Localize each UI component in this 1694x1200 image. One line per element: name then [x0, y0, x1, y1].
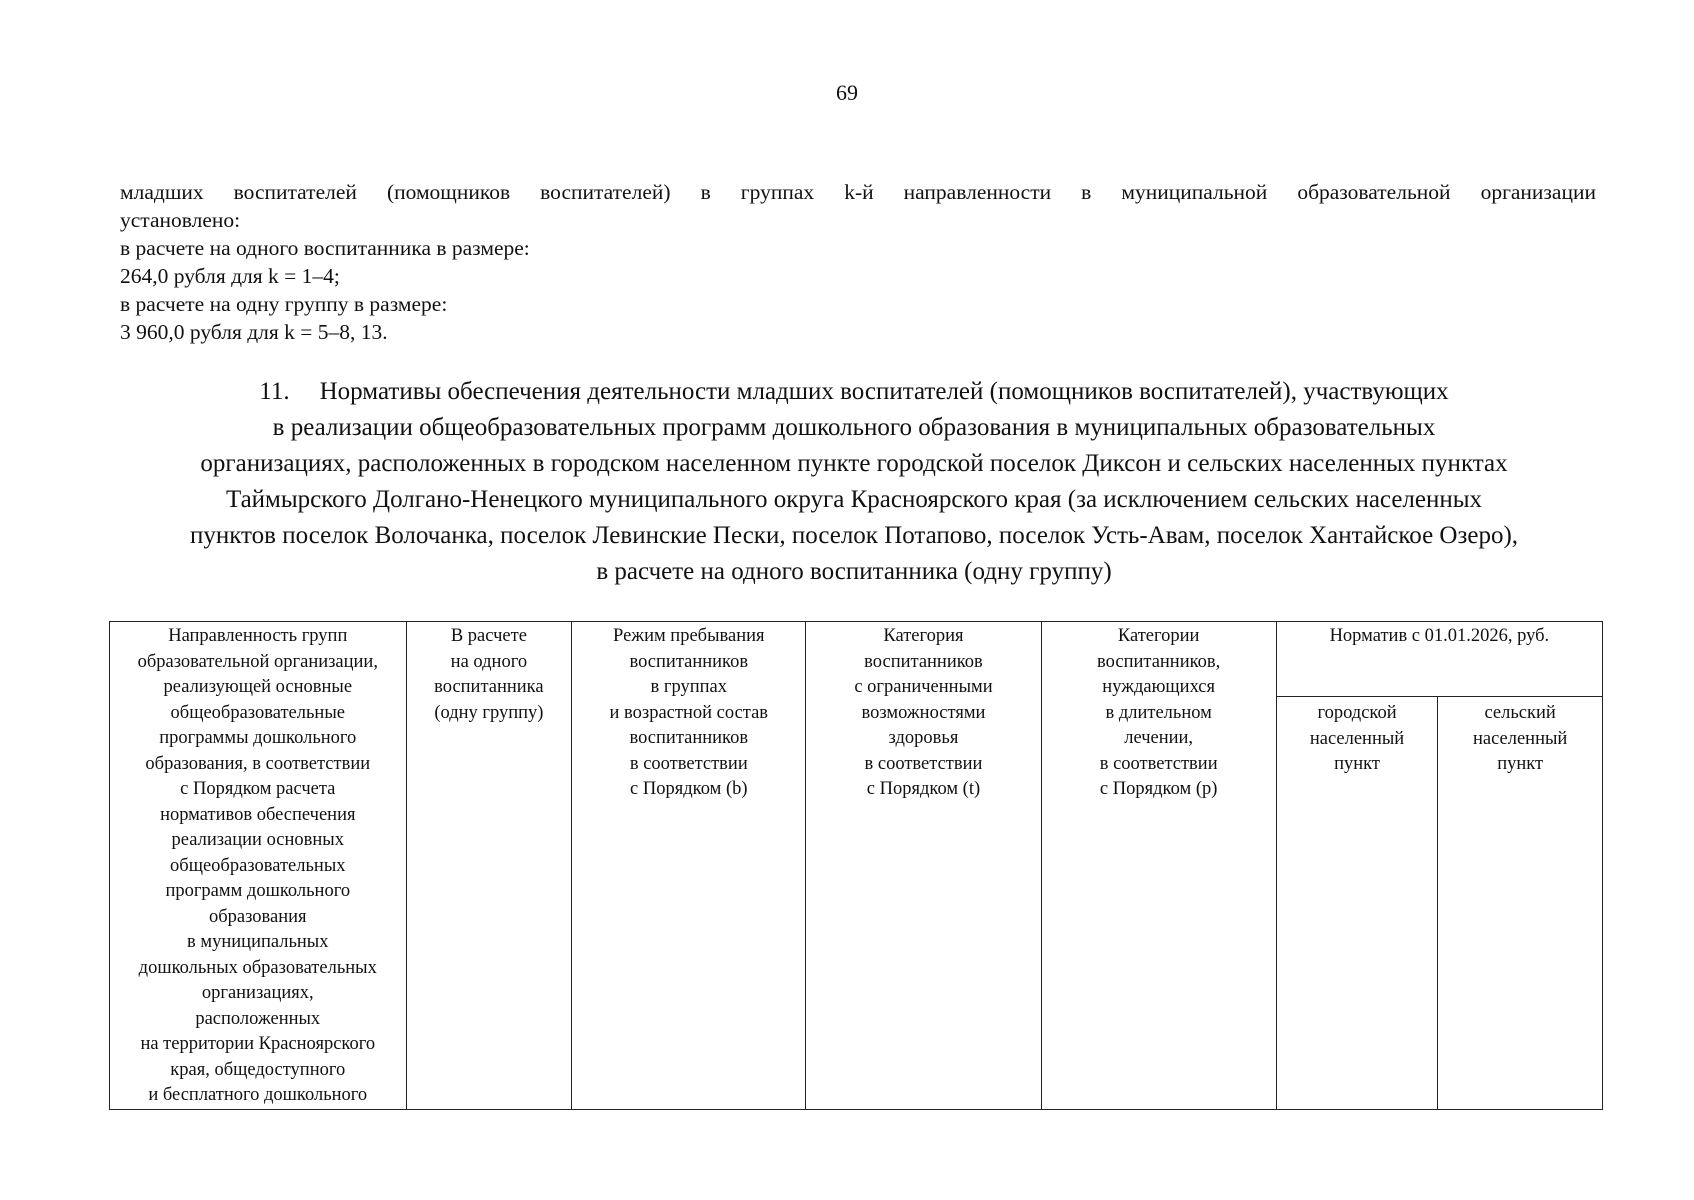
section-title-line — [108, 374, 1600, 410]
header-rural-settlement: сельский населенный пункт — [1438, 697, 1603, 1110]
intro-line: в расчете на одну группу в размере: — [120, 292, 448, 316]
intro-line: установлено: — [120, 208, 241, 232]
section-title-line: в расчете на одного воспитанника (одну группу) — [596, 558, 1112, 585]
intro-line: в расчете на одного воспитанника в размере: — [120, 236, 530, 260]
section-title-text: Нормативы обеспечения деятельности младших воспитателей (помощников воспитателей), участвующих — [319, 378, 1449, 405]
intro-paragraph — [120, 178, 1596, 346]
intro-line: 264,0 рубля для k = 1–4; — [120, 264, 340, 288]
page-number: 69 — [836, 80, 858, 105]
section-number: 11. — [259, 378, 290, 405]
section-title-line: в реализации общеобразовательных программ дошкольного образования в муниципальных образовательных — [272, 414, 1436, 441]
header-urban-settlement: городской населенный пункт — [1276, 697, 1438, 1110]
header-per-pupil: В расчете на одного воспитанника (одну группу) — [406, 622, 572, 1110]
intro-line: младших воспитателей (помощников воспитателей) в группах k-й направленности в муниципальной образовательной организации — [120, 180, 1596, 204]
section-title — [108, 374, 1600, 590]
header-norm-2026: Норматив с 01.01.2026, руб. — [1276, 622, 1602, 697]
header-disability-category: Категория воспитанников с ограниченными возможностями здоровья в соответствии с Порядком (t) — [806, 622, 1041, 1110]
intro-line: 3 960,0 рубля для k = 5–8, 13. — [120, 320, 388, 344]
section-title-line: пунктов поселок Волочанка, поселок Левинские Пески, поселок Потапово, поселок Усть-Авам, поселок Хантайское Озеро), — [189, 522, 1519, 549]
header-long-treatment-category: Категории воспитанников, нуждающихся в длительном лечении, в соответствии с Порядком (p) — [1041, 622, 1276, 1110]
header-stay-mode: Режим пребывания воспитанников в группах и возрастной состав воспитанников в соответствии с Порядком (b) — [572, 622, 806, 1110]
section-title-line: организациях, расположенных в городском населенном пункте городской поселок Диксон и сельских населенных пунктах — [200, 450, 1508, 477]
section-title-line: Таймырского Долгано-Ненецкого муниципального округа Красноярского края (за исключением сельских населенных — [225, 486, 1483, 513]
header-group-direction: Направленность групп образовательной организации, реализующей основные общеобразовательные программы дошкольного образования, в соответствии с Порядком расчета нормативов обеспечения реализации основных общеобразовательных программ дошкольного образования в муниципальных дошкольных образовательных организациях, расположенных на территории Красноярского края, общедоступного и бесплатного дошкольного — [110, 622, 407, 1110]
norms-table — [109, 621, 1603, 1110]
